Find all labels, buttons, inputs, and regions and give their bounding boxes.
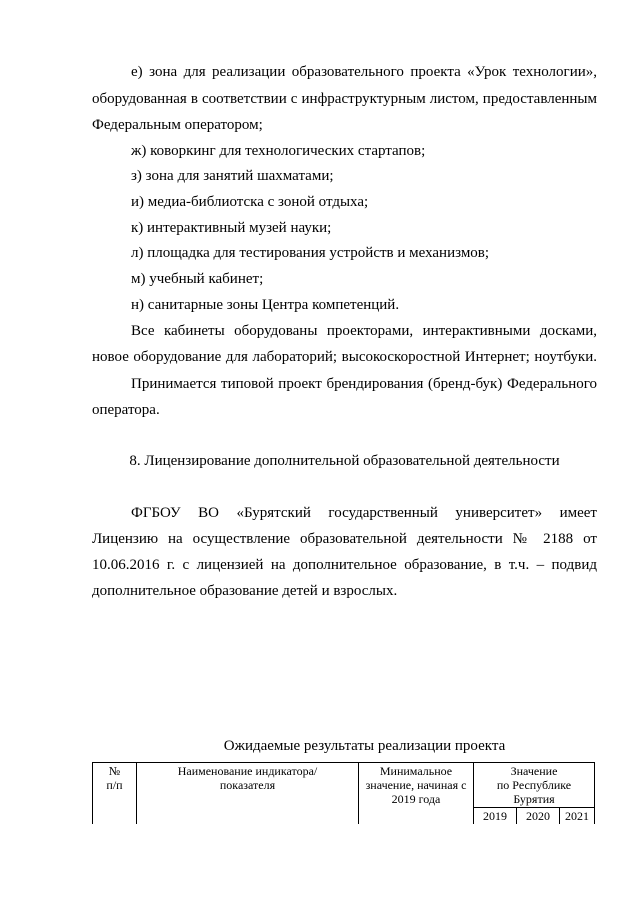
column-header-minimum: Минимальное значение, начиная с 2019 года [359,763,474,825]
list-item-n: н) санитарные зоны Центра компетенций. [131,297,400,313]
year-header-2020: 2020 [517,808,560,825]
year-header-2019: 2019 [474,808,517,825]
list-item-e: е) зона для реализации образовательного проекта «Урок технологии», [131,64,597,80]
year-header-2021: 2021 [560,808,595,825]
list-item-m: м) учебный кабинет; [131,271,264,287]
section-heading: 8. Лицензирование дополнительной образовательной деятельности [129,453,560,469]
list-item-l: л) площадка для тестирования устройств и механизмов; [131,245,490,261]
branding-paragraph-continued: оператора. [92,402,160,418]
column-header-value: Значение по Республике Бурятия [474,763,595,808]
list-item-e-continued: Федеральным оператором; [92,117,263,133]
list-item-e-continued: оборудованная в соответствии с инфраструктурным листом, предоставленным [92,91,597,107]
list-item-i: и) медиа-библиотска с зоной отдыха; [131,194,369,210]
equipment-paragraph: Все кабинеты оборудованы проекторами, интерактивными досками, [131,323,597,339]
list-item-k: к) интерактивный музей науки; [131,220,332,236]
column-header-indicator: Наименование индикатора/ показателя [137,763,359,825]
list-item-zh: ж) коворкинг для технологических стартапов; [131,143,426,159]
results-table [92,762,595,824]
branding-paragraph: Принимается типовой проект брендирования (бренд-бук) Федерального [131,376,597,392]
license-paragraph-continued: дополнительное образование детей и взрослых. [92,583,398,599]
license-paragraph-continued: Лицензию на осуществление образовательной деятельности № 2188 от [92,531,597,547]
list-item-z: з) зона для занятий шахматами; [131,168,334,184]
equipment-paragraph-continued: новое оборудование для лабораторий; высокоскоростной Интернет; ноутбуки. [92,349,597,365]
license-paragraph: ФГБОУ ВО «Бурятский государственный университет» имеет [131,505,597,521]
results-table-title: Ожидаемые результаты реализации проекта [223,738,506,754]
column-header-number: № п/п [93,763,137,825]
license-paragraph-continued: 10.06.2016 г. с лицензией на дополнительное образование, в т.ч. – подвид [92,557,597,573]
